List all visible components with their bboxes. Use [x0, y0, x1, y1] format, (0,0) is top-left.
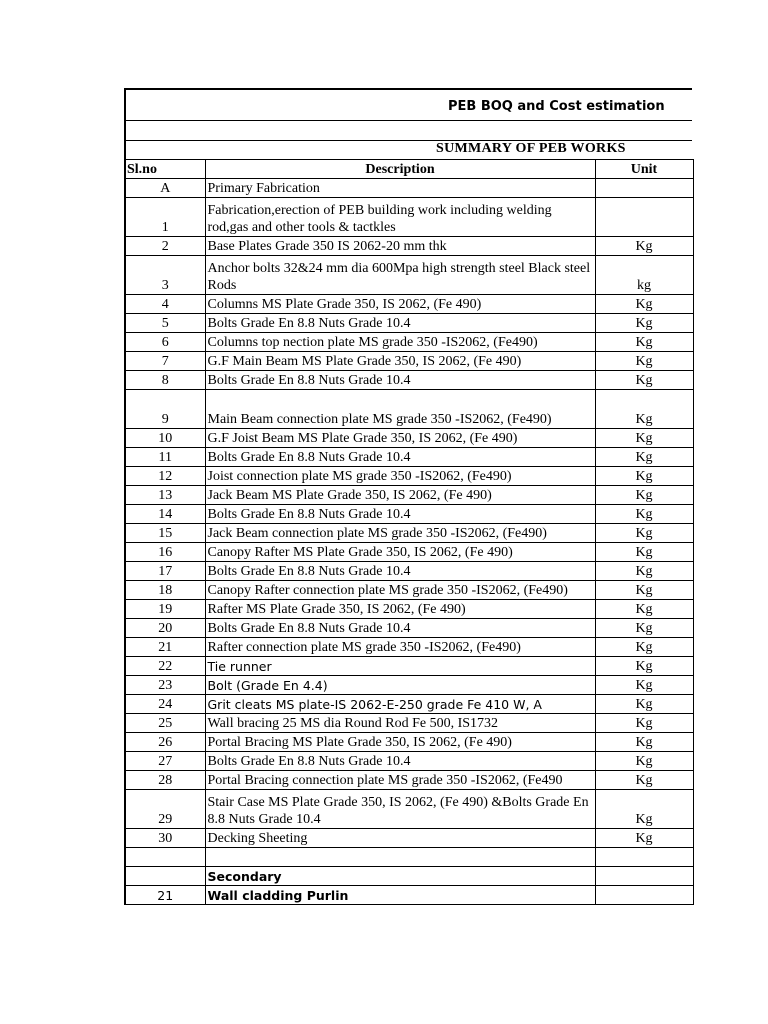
row-unit: Kg — [595, 543, 693, 562]
row-unit: Kg — [595, 581, 693, 600]
row-unit: Kg — [595, 752, 693, 771]
row-description: Bolts Grade En 8.8 Nuts Grade 10.4 — [205, 562, 595, 581]
row-slno: 4 — [125, 295, 205, 314]
row-description: Anchor bolts 32&24 mm dia 600Mpa high strength steel Black steel Rods — [205, 256, 595, 295]
row-description: G.F Joist Beam MS Plate Grade 350, IS 2062, (Fe 490) — [205, 429, 595, 448]
table-row — [125, 676, 693, 695]
table-row — [125, 790, 693, 829]
row-slno: 26 — [125, 733, 205, 752]
row-description: Bolt (Grade En 4.4) — [205, 676, 595, 695]
row-unit: Kg — [595, 714, 693, 733]
table-header-row — [125, 160, 693, 179]
row-unit: Kg — [595, 295, 693, 314]
row-description: Columns top nection plate MS grade 350 -IS2062, (Fe490) — [205, 333, 595, 352]
row-description: Bolts Grade En 8.8 Nuts Grade 10.4 — [205, 314, 595, 333]
row-slno: 9 — [125, 390, 205, 429]
table-row — [125, 333, 693, 352]
row-slno: A — [125, 179, 205, 198]
row-slno: 19 — [125, 600, 205, 619]
table-row — [125, 179, 693, 198]
row-unit: Kg — [595, 619, 693, 638]
row-slno: 1 — [125, 198, 205, 237]
table-row — [125, 352, 693, 371]
row-unit: Kg — [595, 771, 693, 790]
row-slno: 23 — [125, 676, 205, 695]
row-description: Wall bracing 25 MS dia Round Rod Fe 500, IS1732 — [205, 714, 595, 733]
row-description: Primary Fabrication — [205, 179, 595, 198]
table-row — [125, 733, 693, 752]
row-description: Bolts Grade En 8.8 Nuts Grade 10.4 — [205, 505, 595, 524]
table-row — [125, 752, 693, 771]
row-description: Wall cladding Purlin — [205, 886, 595, 905]
column-header-unit: Unit — [595, 160, 693, 179]
table-row — [125, 619, 693, 638]
row-slno: 24 — [125, 695, 205, 714]
row-description: Fabrication,erection of PEB building work including welding rod,gas and other tools & tactkles — [205, 198, 595, 237]
row-unit: Kg — [595, 314, 693, 333]
row-description: Jack Beam MS Plate Grade 350, IS 2062, (Fe 490) — [205, 486, 595, 505]
row-description: Jack Beam connection plate MS grade 350 -IS2062, (Fe490) — [205, 524, 595, 543]
row-slno: 20 — [125, 619, 205, 638]
row-unit: Kg — [595, 333, 693, 352]
table-row — [125, 429, 693, 448]
blank-row — [124, 121, 692, 141]
row-slno: 6 — [125, 333, 205, 352]
row-slno — [125, 867, 205, 886]
table-row — [125, 562, 693, 581]
row-unit: Kg — [595, 829, 693, 848]
table-row — [125, 295, 693, 314]
boq-sheet — [124, 88, 692, 905]
row-description: Decking Sheeting — [205, 829, 595, 848]
row-unit: Kg — [595, 600, 693, 619]
row-description: Bolts Grade En 8.8 Nuts Grade 10.4 — [205, 752, 595, 771]
section-row — [125, 867, 693, 886]
row-slno: 16 — [125, 543, 205, 562]
table-row — [125, 524, 693, 543]
table-row — [125, 771, 693, 790]
row-unit: Kg — [595, 695, 693, 714]
table-row — [125, 486, 693, 505]
row-unit: Kg — [595, 638, 693, 657]
row-description: Bolts Grade En 8.8 Nuts Grade 10.4 — [205, 371, 595, 390]
row-description: Base Plates Grade 350 IS 2062-20 mm thk — [205, 237, 595, 256]
row-unit: Kg — [595, 562, 693, 581]
row-slno: 25 — [125, 714, 205, 733]
row-description — [205, 848, 595, 867]
row-unit — [595, 867, 693, 886]
row-unit: Kg — [595, 657, 693, 676]
row-description: Canopy Rafter MS Plate Grade 350, IS 2062, (Fe 490) — [205, 543, 595, 562]
row-slno: 27 — [125, 752, 205, 771]
row-unit: Kg — [595, 790, 693, 829]
row-description: Rafter MS Plate Grade 350, IS 2062, (Fe 490) — [205, 600, 595, 619]
row-description: Joist connection plate MS grade 350 -IS2062, (Fe490) — [205, 467, 595, 486]
table-row — [125, 505, 693, 524]
row-unit: Kg — [595, 733, 693, 752]
row-unit — [595, 198, 693, 237]
table-row — [125, 848, 693, 867]
row-description: Bolts Grade En 8.8 Nuts Grade 10.4 — [205, 448, 595, 467]
row-slno: 21 — [125, 886, 205, 905]
row-description: Main Beam connection plate MS grade 350 -IS2062, (Fe490) — [205, 390, 595, 429]
row-slno: 11 — [125, 448, 205, 467]
row-slno: 17 — [125, 562, 205, 581]
row-slno: 28 — [125, 771, 205, 790]
row-slno: 29 — [125, 790, 205, 829]
section-label: Secondary — [205, 867, 595, 886]
table-row — [125, 448, 693, 467]
row-slno: 10 — [125, 429, 205, 448]
row-description: Portal Bracing connection plate MS grade 350 -IS2062, (Fe490 — [205, 771, 595, 790]
row-slno: 12 — [125, 467, 205, 486]
table-row — [125, 256, 693, 295]
table-row — [125, 198, 693, 237]
row-unit: Kg — [595, 429, 693, 448]
table-row — [125, 714, 693, 733]
row-description: Grit cleats MS plate-IS 2062-E-250 grade Fe 410 W, A — [205, 695, 595, 714]
table-row — [125, 581, 693, 600]
row-slno: 22 — [125, 657, 205, 676]
row-unit — [595, 179, 693, 198]
row-unit: Kg — [595, 505, 693, 524]
row-slno: 2 — [125, 237, 205, 256]
table-row — [125, 600, 693, 619]
row-description: G.F Main Beam MS Plate Grade 350, IS 2062, (Fe 490) — [205, 352, 595, 371]
table-row — [125, 638, 693, 657]
row-unit: Kg — [595, 676, 693, 695]
row-unit: Kg — [595, 237, 693, 256]
table-row — [125, 695, 693, 714]
table-row — [125, 390, 693, 429]
row-unit: Kg — [595, 371, 693, 390]
title-row — [124, 88, 692, 121]
row-slno: 15 — [125, 524, 205, 543]
row-unit: Kg — [595, 467, 693, 486]
row-description: Tie runner — [205, 657, 595, 676]
table-row — [125, 467, 693, 486]
row-slno: 3 — [125, 256, 205, 295]
summary-heading: SUMMARY OF PEB WORKS — [436, 141, 626, 156]
row-slno: 7 — [125, 352, 205, 371]
row-unit: kg — [595, 256, 693, 295]
sheet-title: PEB BOQ and Cost estimation — [448, 99, 665, 114]
table-row — [125, 886, 693, 905]
row-unit — [595, 848, 693, 867]
row-unit: Kg — [595, 352, 693, 371]
row-slno: 14 — [125, 505, 205, 524]
row-description: Portal Bracing MS Plate Grade 350, IS 2062, (Fe 490) — [205, 733, 595, 752]
row-slno: 13 — [125, 486, 205, 505]
row-description: Rafter connection plate MS grade 350 -IS2062, (Fe490) — [205, 638, 595, 657]
row-slno: 18 — [125, 581, 205, 600]
table-row — [125, 371, 693, 390]
table-row — [125, 543, 693, 562]
row-unit: Kg — [595, 524, 693, 543]
row-description: Canopy Rafter connection plate MS grade 350 -IS2062, (Fe490) — [205, 581, 595, 600]
row-slno: 30 — [125, 829, 205, 848]
column-header-slno: Sl.no — [125, 160, 205, 179]
row-unit: Kg — [595, 390, 693, 429]
row-slno: 8 — [125, 371, 205, 390]
table-row — [125, 657, 693, 676]
column-header-description: Description — [205, 160, 595, 179]
row-description: Columns MS Plate Grade 350, IS 2062, (Fe 490) — [205, 295, 595, 314]
row-unit: Kg — [595, 448, 693, 467]
summary-row — [124, 141, 692, 159]
row-description: Stair Case MS Plate Grade 350, IS 2062, (Fe 490) &Bolts Grade En 8.8 Nuts Grade 10.4 — [205, 790, 595, 829]
boq-table — [124, 159, 694, 905]
row-slno: 21 — [125, 638, 205, 657]
table-row — [125, 237, 693, 256]
row-slno: 5 — [125, 314, 205, 333]
row-slno — [125, 848, 205, 867]
row-description: Bolts Grade En 8.8 Nuts Grade 10.4 — [205, 619, 595, 638]
row-unit: Kg — [595, 486, 693, 505]
table-row — [125, 314, 693, 333]
table-row — [125, 829, 693, 848]
row-unit — [595, 886, 693, 905]
